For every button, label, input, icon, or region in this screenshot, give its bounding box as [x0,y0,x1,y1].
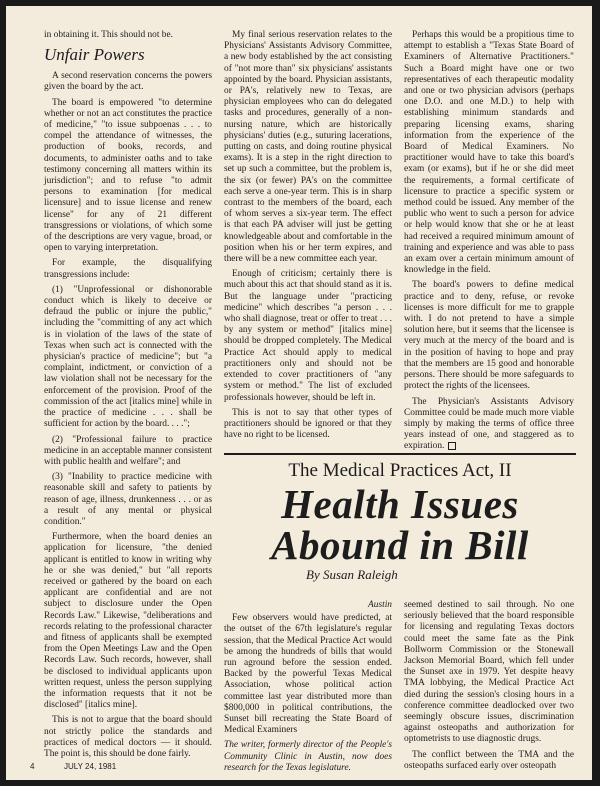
dateline: Austin [368,600,392,610]
column-right [404,30,574,457]
paragraph: The board's powers to define medical practice and to deny, refuse, or revoke licenses is more difficult for me to grapple with. I do not pretend to have a simple solution here, but it seems that the licensee is very much at the mercy of the board and is in the position of having to hope and pray that the members are 15 good and honorable persons. There should be more safeguards to protect the rights of the licensees. [404,280,574,392]
lead-text: in obtaining it. This should not be. [44,30,173,40]
headline-line-1: Health Issues [281,481,519,527]
headline-line-2: Abound in Bill [271,522,529,568]
paragraph: My final serious reservation relates to the Physicians' Assistants Advisory Committee, a new body established by the act consisting of "not more than" six physicians' assistants appointed by the board. Physician assistants, or PA's, relatively new to Texas, are physician employees who can do delegated tasks and procedures, generally of a non-nursing nature, which are historically physicians' duties (e.g., suturing lacerations, putting on casts, and doing routine physical exams). It is a step in the right direction to set up such a committee, but the problem is, the six (or fewer) PA's on the committee each serve a one-year term. This is in sharp contrast to the members of the board, each of whom serves a six-year term. The effect is that each PA adviser will just be getting knowledgeable about and comfortable in the position when his or her term expires, and there will be a new committee each year. [224,30,392,265]
paragraph: seemed destined to sail through. No one seriously believed that the board responsible for licensing and regulating Texas doctors could meet the same fate as the Pink Bollworm Commission or the Stonewall Jackson Memorial Board, which fell under the Sunset axe in 1979. Yet despite heavy TMA lobbying, the Medical Practice Act died during the session's closing hours in a conference committee deadlocked over two seemingly obscure issues, discrimination against osteopaths and authorization for optometrists to use diagnostic drugs. [404,600,574,745]
article-divider [224,453,576,455]
article-column-right [404,600,574,776]
paragraph: For example, the disqualifying transgressions include: [44,258,212,280]
page-number: 4 [30,762,35,771]
paragraph: This is not to argue that the board should not strictly police the standards and practices of medical doctors — it should. The point is, this should be done fairly. [44,715,212,759]
paragraph: A second reservation concerns the powers given the board by the act. [44,71,212,93]
paragraph: (1) "Unprofessional or dishonorable conduct which is likely to deceive or defraud the public or injure the public," including the "committing of any act which is in violation of the laws of the state of Texas when such act is connected with the physician's practice of medicine"; but "a complaint, indictment, or conviction of a law violation shall not be necessary for the enforcement of the provision. Proof of the commission of the act [italics mine] while in the practice of medicine . . . shall be sufficient for action by the board. . . ."; [44,284,212,430]
paragraph: This is not to say that other types of practitioners should be ignored or that they have no right to be licensed. [224,407,392,441]
paragraph: (2) "Professional failure to practice medicine in an acceptable manner consistent with public health and welfare"; and [44,434,212,467]
magazine-page [6,6,592,780]
issue-date: JULY 24, 1981 [64,762,117,771]
column-middle [224,30,392,445]
paragraph: Few observers would have predicted, at the outset of the 67th legislature's regular session, that the Medical Practice Act would be among the hundreds of bills that would run aground before the session ended. Backed by the powerful Texas Medical Association, whose political action committee last year distributed more than $800,000 in political contributions, the Sunset bill recreating the State Board of Medical Examiners [224,613,392,736]
article-column-middle [224,600,392,778]
section-heading: Unfair Powers [44,45,145,65]
paragraph: The board is empowered "to determine whether or not an act constitutes the practice of medicine," "to issue subpoenas . . . to compel the attendance of witnesses, the production of books, records, and documents, to administer oaths and to take testimony concerning all matters within its jurisdiction"; and to refuse "to admit persons to examination [for medical licensure] and to issue license and renew license" for any of 21 different transgressions or violations, of which some of the descriptions are very vague, broad, or open to varying interpretation. [44,97,212,254]
paragraph-last [404,397,574,453]
paragraph-text: The Physician's Assistants Advisory Committee could be made much more viable simply by making the terms of office three years instead of one, and staggered as to expiration. [404,396,574,452]
column-left [44,30,212,764]
byline: By Susan Raleigh [306,567,398,582]
paragraph: Furthermore, when the board denies an application for licensure, "the denied applicant is entitled to know in writing why he or she was denied," but "all reports received or gathered by the board on each applicant are confidential and are not subject to disclosure under the Open Records Law." Likewise, "deliberations and records relating to the professional character and fitness of applicants shall be exempted from the Open Meetings Law and the Open Records Law. Such records, however, shall be disclosed to individual applicants upon written request, unless the person supplying the information requests that it not be disclosed" [italics mine]. [44,532,212,711]
paragraph: The conflict between the TMA and the osteopaths surfaced early over osteopath [404,749,574,771]
paragraph: (3) "Inability to practice medicine with reasonable skill and safety to patients by reason of age, illness, drunkenness . . . or as a result of any mental or physical condition." [44,472,212,527]
paragraph: Perhaps this would be a propitious time to attempt to establish a "Texas State Board of Examiners of Alternative Practitioners." Such a Board might have one or two representatives of each therapeutic modality and one or two physician advisors (perhaps one D.O. and one M.D.) to help with establishing minimum standards and preparing licensing exams, sharing information from the experience of the Board of Medical Examiners. No practitioner would have to take this board's exam (or exams), but if he or she did meet the requirements, a formal certificate of licensure to practice a specific system or method could be issued. Any member of the public who went to such a person for advice or help would know that she or he at least had received a required minimum amount of training and experience and was able to pass an exam over a certain minimum amount of knowledge in the field. [404,30,574,276]
paragraph: Enough of criticism; certainly there is much about this act that should stand as it is. But the language under "practicing medicine" which describes "a person . . . who shall diagnose, treat or offer to treat . . . by any system or method" [italics mine] should be dropped completely. The Medical Practice Act should apply to medical practitioners only and should not be extended to cover practitioners of "any system or method." The list of excluded professionals however, should be left in. [224,269,392,403]
author-note: The writer, formerly director of the People's Community Clinic in Austin, now does research for the Texas legislature. [224,740,392,773]
article-headline [224,481,576,568]
end-mark-icon [448,442,456,450]
article-kicker: The Medical Practices Act, II [288,460,512,481]
